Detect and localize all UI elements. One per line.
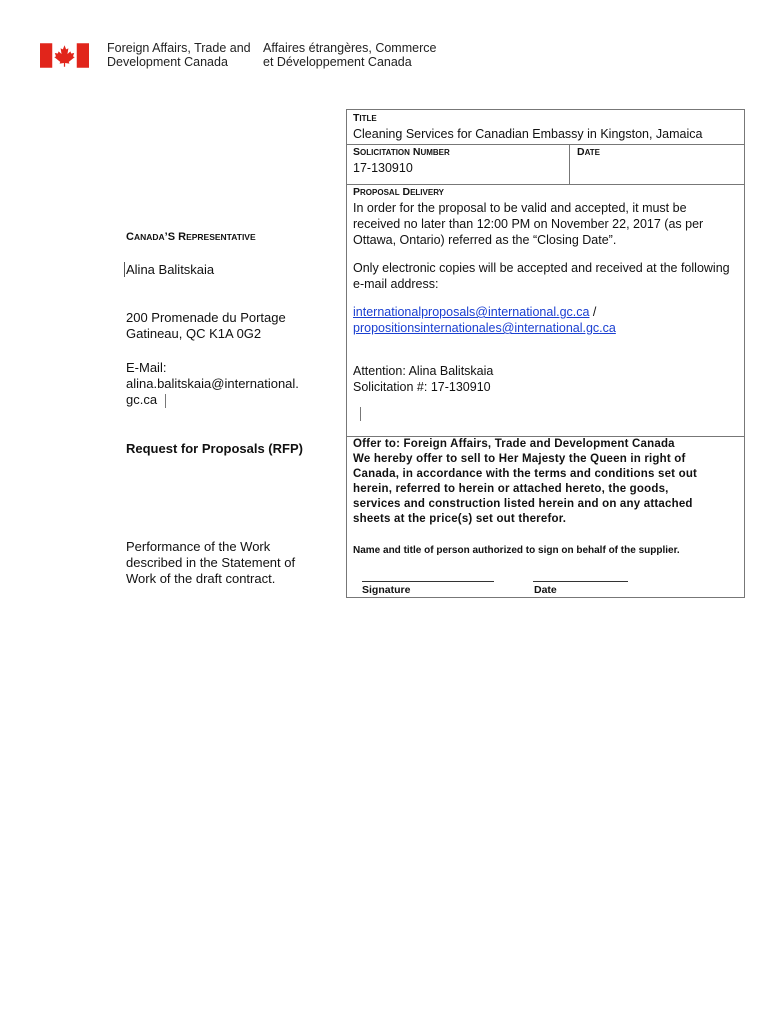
proposals-email-link[interactable]: internationalproposals@international.gc.ca — [353, 305, 590, 319]
text-cursor — [165, 394, 166, 408]
signature-label: Signature — [362, 584, 411, 596]
offer-line2: We hereby offer to sell to Her Majesty the Queen in right of — [353, 453, 686, 465]
solicitation-reference: Solicitation #: 17-130910 — [353, 380, 491, 394]
representative-address — [126, 310, 326, 342]
representative-name — [126, 262, 326, 278]
dept-fr-line1: Affaires étrangères, Commerce — [263, 41, 437, 55]
date-signature-label: Date — [534, 584, 557, 596]
electronic-line1: Only electronic copies will be accepted and received at the following — [353, 261, 730, 275]
address-line2: Gatineau, QC K1A 0G2 — [126, 326, 262, 341]
representative-email — [126, 360, 326, 408]
rfp-form-box — [346, 109, 745, 598]
electronic-copies-section — [353, 260, 738, 292]
dept-fr-line2: et Développement Canada — [263, 55, 412, 69]
performance-text — [126, 539, 336, 587]
offer-line3: Canada, in accordance with the terms and conditions set out — [353, 468, 698, 480]
solicitation-number-section — [353, 145, 554, 176]
authorized-signer-note: Name and title of person authorized to sign on behalf of the supplier. — [353, 545, 680, 556]
submission-emails — [353, 304, 738, 336]
rfp-heading: Request for Proposals (RFP) — [126, 441, 303, 456]
department-name-fr — [263, 41, 436, 69]
dept-en-line2: Development Canada — [107, 55, 228, 69]
offer-line5: services and construction listed herein and on any attached — [353, 498, 693, 510]
date-line[interactable] — [533, 581, 628, 582]
title-section — [353, 111, 738, 142]
divider — [569, 144, 570, 184]
performance-line2: described in the Statement of — [126, 555, 296, 570]
delivery-line3: Ottawa, Ontario) referred as the “Closing Date”. — [353, 233, 617, 247]
offer-section — [353, 437, 738, 527]
propositions-email-link[interactable]: propositionsinternationales@international.gc.ca — [353, 321, 616, 335]
canada-flag-icon — [40, 43, 89, 68]
rep-heading-cap2: S R — [167, 231, 187, 243]
rep-heading-cap: C — [126, 231, 134, 243]
performance-line3: Work of the draft contract. — [126, 571, 276, 586]
attention-section — [353, 363, 738, 395]
date-section — [577, 145, 738, 160]
title-label: TITLE — [353, 112, 377, 124]
email-separator: / — [589, 305, 597, 319]
proposal-delivery-section — [353, 185, 738, 248]
solicitation-number-value: 17-130910 — [353, 161, 413, 175]
rep-name-text: Alina Balitskaia — [126, 262, 215, 277]
solicitation-number-label: SOLICITATION NUMBER — [353, 146, 450, 158]
email-line2: gc.ca — [126, 392, 158, 407]
delivery-line1: In order for the proposal to be valid and accepted, it must be — [353, 201, 687, 215]
email-line1: alina.balitskaia@international. — [126, 376, 299, 391]
rep-heading-sc: ANADA — [133, 232, 165, 242]
offer-line4: herein, referred to herein or attached hereto, the goods, — [353, 483, 669, 495]
proposal-delivery-label: PROPOSAL DELIVERY — [353, 186, 445, 198]
rep-heading-sc2: EPRESENTATIVE — [186, 232, 256, 242]
offer-line6: sheets at the price(s) set out therefor. — [353, 513, 567, 525]
address-line1: 200 Promenade du Portage — [126, 310, 286, 325]
dept-en-line1: Foreign Affairs, Trade and — [107, 41, 251, 55]
title-value: Cleaning Services for Canadian Embassy in Kingston, Jamaica — [353, 127, 703, 141]
rep-heading-apostrophe: ’ — [164, 231, 168, 243]
delivery-line2: received no later than 12:00 PM on November 22, 2017 (as per — [353, 217, 704, 231]
date-label: DATE — [577, 146, 600, 158]
text-cursor — [358, 407, 361, 421]
performance-line1: Performance of the Work — [126, 539, 271, 554]
email-label: E-Mail: — [126, 360, 167, 375]
canada-representative-heading — [126, 229, 326, 245]
attention-text: Attention: Alina Balitskaia — [353, 364, 494, 378]
signature-line[interactable] — [362, 581, 494, 582]
department-name-en — [107, 41, 251, 69]
offer-line1: Offer to: Foreign Affairs, Trade and Development Canada — [353, 438, 675, 450]
electronic-line2: e-mail address: — [353, 277, 439, 291]
